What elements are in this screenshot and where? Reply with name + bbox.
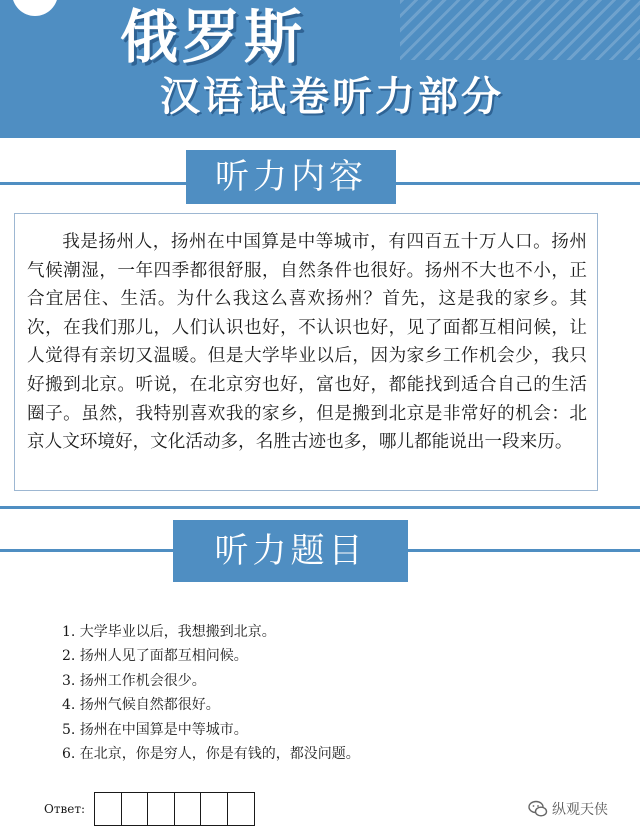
answer-label: Ответ:	[44, 802, 86, 816]
passage-box	[14, 213, 598, 491]
wechat-icon	[528, 799, 548, 819]
answer-box[interactable]	[121, 792, 149, 826]
header-banner	[0, 0, 640, 138]
question-item: 2. 扬州人见了面都互相问候。	[62, 648, 248, 665]
section-divider	[0, 506, 640, 509]
passage-text: 我是扬州人，扬州在中国算是中等城市，有四百五十万人口。扬州气候潮湿，一年四季都很舒服，自然条件也很好。扬州不大也不小，正合宜居住、生活。为什么我这么喜欢扬州？首先，这是我的家乡。其次，在我们那儿，人们认识也好，不认识也好，见了面都互相问候，让人觉得有亲切又温暖。但是大学毕业以后，因为家乡工作机会少，我只好搬到北京。听说，在北京穷也好，富也好，都能找到适合自己的生活圈子。虽然，我特别喜欢我的家乡，但是搬到北京是非常好的机会：北京人文环境好，文化活动多，名胜古迹也多，哪儿都能说出一段来历。	[27, 232, 587, 453]
answer-box[interactable]	[147, 792, 175, 826]
question-item: 1. 大学毕业以后，我想搬到北京。	[62, 624, 276, 640]
answer-boxes	[94, 792, 262, 826]
answer-box[interactable]	[94, 792, 122, 826]
question-item: 6. 在北京，你是穷人，你是有钱的，都没问题。	[62, 745, 360, 762]
answer-box[interactable]	[227, 792, 255, 826]
watermark-text: 纵观天侠	[552, 802, 608, 818]
question-item: 3. 扬州工作机会很少。	[62, 672, 206, 689]
question-list	[62, 620, 482, 766]
page-subtitle: 汉语试卷听力部分	[160, 74, 504, 120]
section-heading-content: 听力内容	[186, 150, 396, 204]
circle-decoration-icon	[12, 0, 58, 16]
watermark	[528, 797, 638, 821]
answer-box[interactable]	[200, 792, 228, 826]
answer-box[interactable]	[174, 792, 202, 826]
question-item: 4. 扬州气候自然都很好。	[62, 697, 220, 714]
page-title: 俄罗斯	[120, 3, 307, 71]
section-heading-questions: 听力题目	[173, 520, 408, 582]
stripe-decoration	[400, 0, 640, 60]
question-item: 5. 扬州在中国算是中等城市。	[62, 721, 248, 738]
